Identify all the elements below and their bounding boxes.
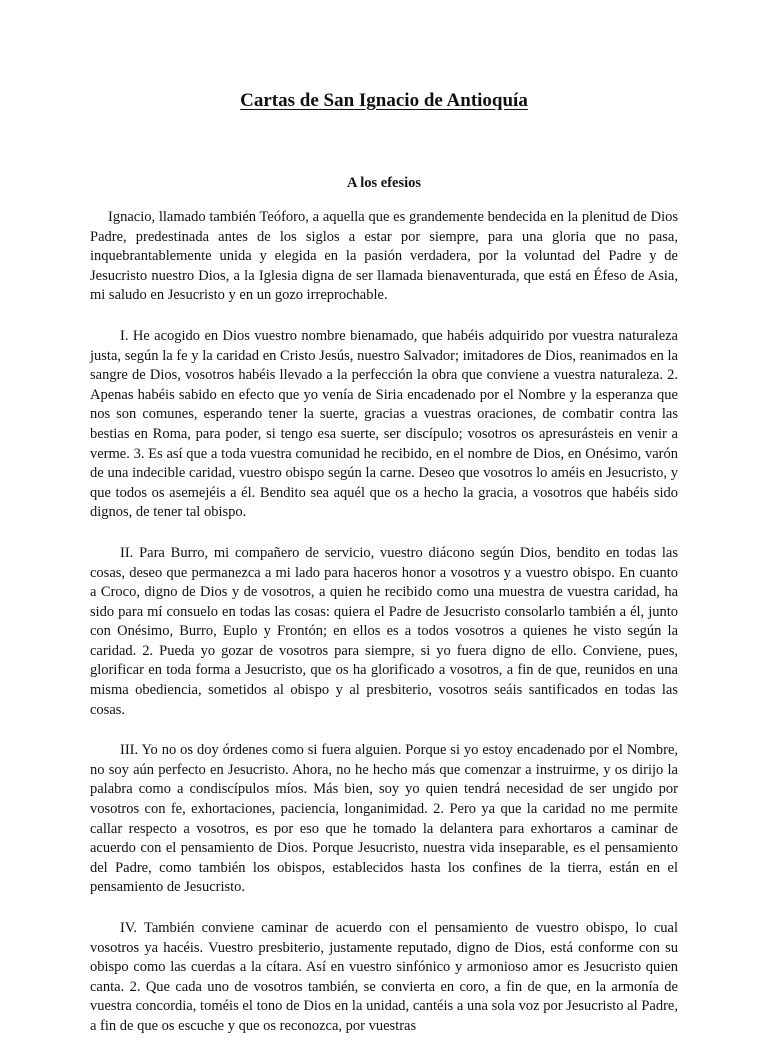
paragraph-section-4: IV. También conviene caminar de acuerdo con el pensamiento de vuestro obispo, lo cual vosotros ya hacéis. Vuestro presbiterio, justamente reputado, digno de Dios, está conforme con su obispo como las cuerdas a la cítara. Así en vuestro sinfónico y armonioso amor es Jesucristo quien canta. 2. Que cada uno de vosotros también, se convierta en coro, a fin de que, en la armonía de vuestra concordia, toméis el tono de Dios en la unidad, cantéis a una sola voz por Jesucristo al Padre, a fin de que os escuche y que os reconozca, por vuestras xyxy=(90,920,678,1034)
paragraph-section-3: III. Yo no os doy órdenes como si fuera alguien. Porque si yo estoy encadenado por el Nombre, no soy aún perfecto en Jesucristo. Ahora, no he hecho más que comenzar a instruirme, y os dirijo la palabra como a condiscípulos míos. Más bien, soy yo quien tendrá necesidad de ser ungido por vosotros con fe, exhortaciones, paciencia, longanimidad. 2. Pero ya que la caridad no me permite callar respecto a vosotros, es por eso que he tomado la delantera para exhortaros a caminar de acuerdo con el pensamiento de Dios. Porque Jesucristo, nuestra vida inseparable, es el pensamiento del Padre, como también los obispos, establecidos hasta los confines de la tierra, están en el pensamiento de Jesucristo. xyxy=(90,742,678,896)
paragraph-greeting: Ignacio, llamado también Teóforo, a aquella que es grandemente bendecida en la plenitud de Dios Padre, predestinada antes de los siglos a estar por siempre, para una gloria que no pasa, inquebrantablemente unida y elegida en la pasión verdadera, por la voluntad del Padre y de Jesucristo nuestro Dios, a la Iglesia digna de ser llamada bienaventurada, que está en Éfeso de Asia, mi saludo en Jesucristo y en un gozo irreprochable. xyxy=(90,209,678,304)
paragraph-section-2: II. Para Burro, mi compañero de servicio, vuestro diácono según Dios, bendito en todas las cosas, deseo que permanezca a mi lado para haceros honor a vosotros y a vuestro obispo. En cuanto a Croco, digno de Dios y de vosotros, a quien he recibido como una muestra de vuestra caridad, ha sido para mí consuelo en todas las cosas: quiera el Padre de Jesucristo consolarlo también a él, junto con Onésimo, Burro, Euplo y Frontón; en ellos es a todos vosotros a quienes he visto según la caridad. 2. Pueda yo gozar de vosotros para siempre, si yo fuera digno de ello. Conviene, pues, glorificar en toda forma a Jesucristo, que os ha glorificado a vosotros, a fin de que, reunidos en una misma obediencia, sometidos al obispo y al presbiterio, vosotros seáis santificados en todas las cosas. xyxy=(90,544,678,718)
document-body xyxy=(90,208,678,1058)
letter-heading: A los efesios xyxy=(346,175,422,191)
paragraph-section-1: I. He acogido en Dios vuestro nombre bienamado, que habéis adquirido por vuestra naturaleza justa, según la fe y la caridad en Cristo Jesús, nuestro Salvador; imitadores de Dios, reanimados en la sangre de Dios, vosotros habéis llevado a la perfección la obra que conviene a vuestra naturaleza. 2. Apenas habéis sabido en efecto que yo venía de Siria encadenado por el Nombre y la esperanza que nos son comunes, esperando tener la suerte, gracias a vuestras oraciones, de combatir contra las bestias en Roma, para poder, si tengo esa suerte, ser discípulo; vosotros os apresurásteis en venir a verme. 3. Es así que a toda vuestra comunidad he recibido, en el nombre de Dios, en Onésimo, varón de una indecible caridad, vuestro obispo según la carne. Deseo que vosotros lo améis en Jesucristo, y que todos os asemejéis a él. Bendito sea aquél que os a hecho la gracia, a vosotros que habéis sido dignos, de tener tal obispo. xyxy=(90,327,678,521)
document-title: Cartas de San Ignacio de Antioquía xyxy=(240,90,528,111)
